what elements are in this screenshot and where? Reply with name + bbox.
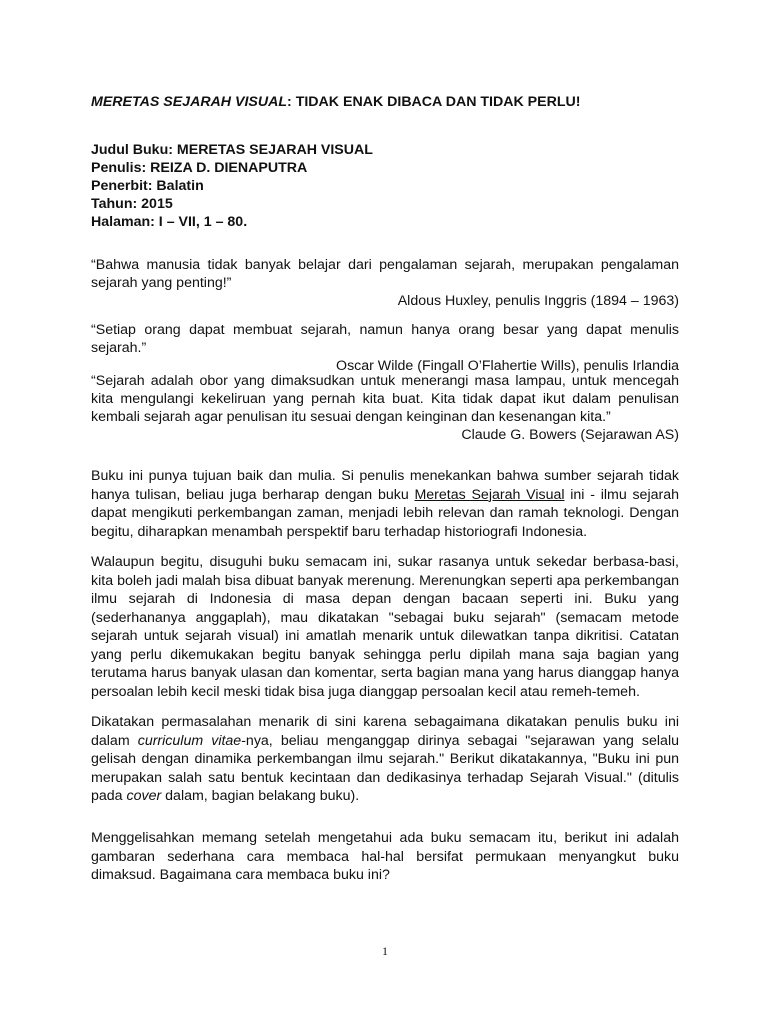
paragraph-1 xyxy=(91,467,679,541)
quote-attribution: Aldous Huxley, penulis Inggris (1894 – 1963) xyxy=(397,293,679,309)
quote-3 xyxy=(91,372,679,444)
title-rest: : TIDAK ENAK DIBACA DAN TIDAK PERLU! xyxy=(287,94,581,110)
book-info xyxy=(91,141,373,231)
title-italic: MERETAS SEJARAH VISUAL xyxy=(91,94,288,110)
paragraph-text: Buku ini punya tujuan baik dan mulia. Si penulis menekankan bahwa sumber sejarah tidak hanya tulisan, beliau juga berharap dengan buku xyxy=(91,468,679,503)
paragraph-4: Menggelisahkan memang setelah mengetahui ada buku semacam itu, berikut ini adalah gambaran sederhana cara membaca hal-hal bersifat permukaan menyangkut buku dimaksud. Bagaimana cara membaca buku ini? xyxy=(91,830,679,883)
book-year-line: Tahun: 2015 xyxy=(91,196,173,212)
quote-text: “Bahwa manusia tidak banyak belajar dari pengalaman sejarah, merupakan pengalaman sejarah yang penting!” xyxy=(91,257,679,291)
italic-term: curriculum vitae xyxy=(137,732,242,749)
quote-2 xyxy=(91,321,679,375)
paragraph-text: -nya, beliau menganggap dirinya sebagai "sejarawan yang selalu gelisah dengan dinamika perkembangan ilmu sejarah." Berikut dikatakannya, "Buku ini pun merupakan salah satu bentuk kecintaan dan dedikasinya terhadap Sejarah Visual." (ditulis pada xyxy=(91,732,679,804)
book-author-line: Penulis: REIZA D. DIENAPUTRA xyxy=(91,160,308,176)
paragraph-text: ini - ilmu sejarah dapat mengikuti perkembangan zaman, menjadi lebih relevan dan ramah teknologi. Dengan begitu, diharapkan menambah perspektif baru terhadap historiografi Indonesia. xyxy=(91,486,679,540)
book-publisher-line: Penerbit: Balatin xyxy=(91,178,204,194)
quote-text: “Setiap orang dapat membuat sejarah, namun hanya orang besar yang dapat menulis sejarah.” xyxy=(91,322,679,356)
quote-attribution: Claude G. Bowers (Sejarawan AS) xyxy=(461,427,679,443)
book-title-link[interactable]: Meretas Sejarah Visual xyxy=(414,486,565,503)
paragraph-text: dalam, bagian belakang buku). xyxy=(161,788,360,804)
quote-attribution: Oscar Wilde (Fingall O’Flahertie Wills), penulis Irlandia xyxy=(336,358,679,374)
page-number: 1 xyxy=(382,944,388,958)
document-page xyxy=(91,0,679,1024)
book-pages-line: Halaman: I – VII, 1 – 80. xyxy=(91,214,248,230)
paragraph-3 xyxy=(91,713,679,806)
quote-text: “Sejarah adalah obor yang dimaksudkan untuk menerangi masa lampau, untuk mencegah kita mengulangi kekeliruan yang pernah kita buat. Kita tidak dapat ikut dalam penulisan kembali sejarah agar penulisan itu sesuai dengan keinginan dan kesenangan kita.” xyxy=(91,373,679,425)
italic-term: cover xyxy=(126,788,162,804)
book-title-line: Judul Buku: MERETAS SEJARAH VISUAL xyxy=(91,142,373,158)
document-title xyxy=(91,93,581,111)
quote-1 xyxy=(91,256,679,310)
paragraph-text: Dikatakan permasalahan menarik di sini karena sebagaimana dikatakan penulis buku ini dalam xyxy=(91,714,679,749)
paragraph-2: Walaupun begitu, disuguhi buku semacam ini, sukar rasanya untuk sekedar berbasa-basi, kita boleh jadi malah bisa dibuat banyak merenung. Merenungkan seperti apa perkembangan ilmu sejarah di Indonesia di masa depan dengan bacaan seperti ini. Buku yang (sederhananya anggaplah), mau dikatakan "sebagai buku sejarah" (semacam metode sejarah untuk sejarah visual) ini amatlah menarik untuk dilewatkan tanpa dikritisi. Catatan yang perlu dikemukakan begitu banyak sehingga perlu dipilah mana saja bagian yang terutama harus banyak ulasan dan komentar, serta bagian mana yang harus dianggap hanya persoalan lebih kecil meski tidak bisa juga dianggap persoalan kecil atau remeh-temeh. xyxy=(91,554,679,700)
